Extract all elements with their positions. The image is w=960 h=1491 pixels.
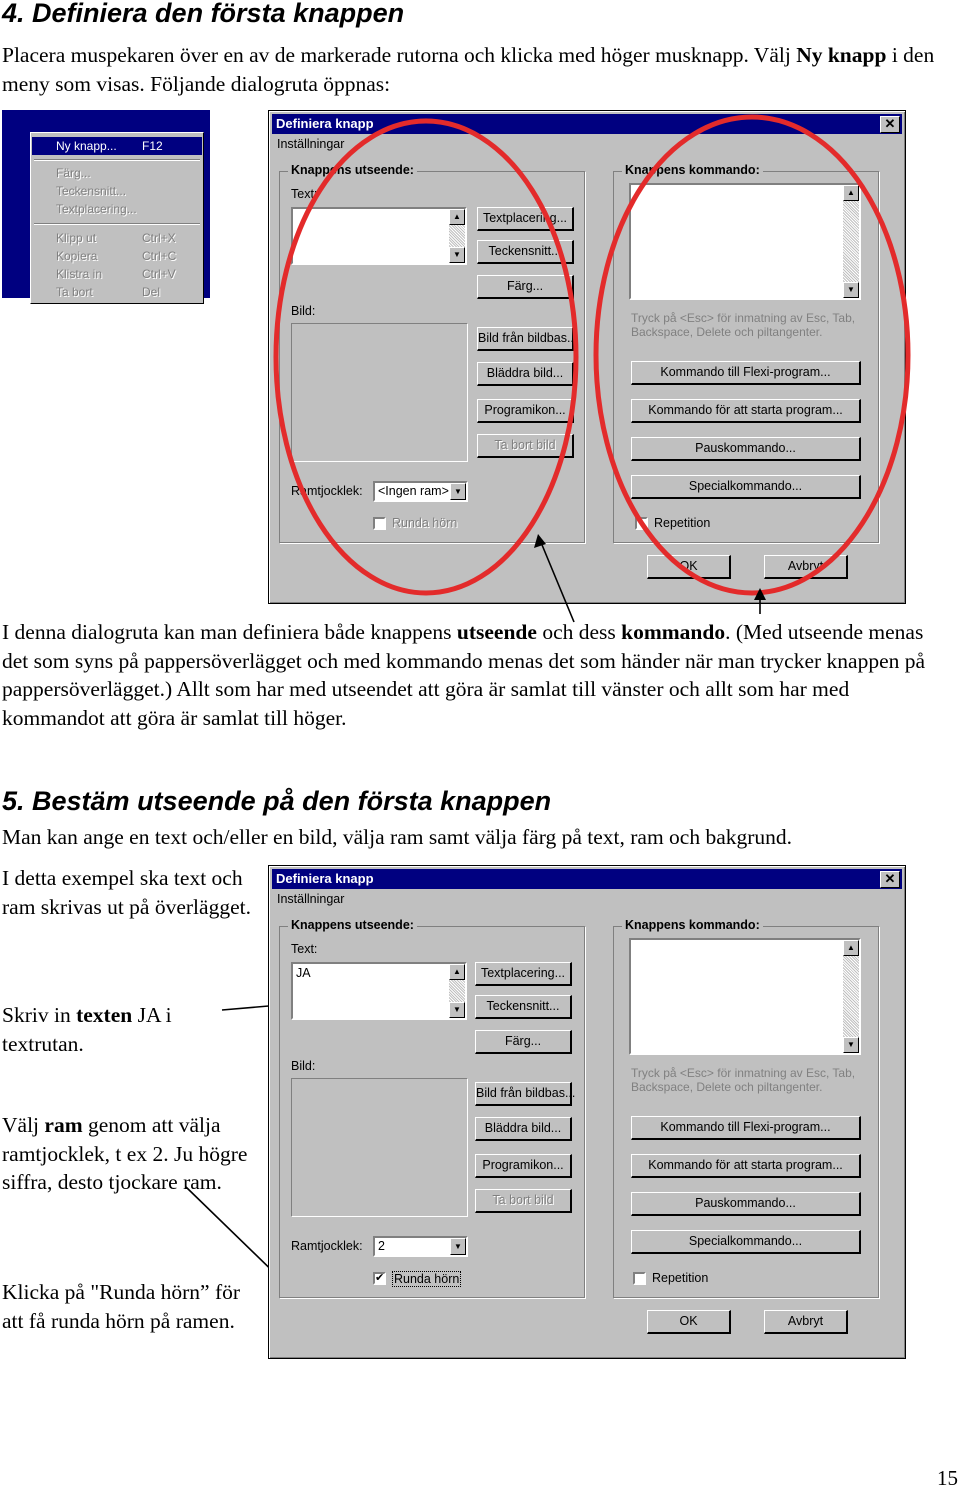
repetition-label: Repetition	[654, 516, 711, 530]
note-example: I detta exempel ska text och ram skrivas ut på överlägget.	[2, 866, 251, 919]
arrow-head	[534, 534, 546, 548]
scroll-up-icon[interactable]: ▲	[449, 209, 465, 225]
appearance-group-label: Knappens utseende:	[288, 918, 417, 932]
browse-image-button[interactable]: Bläddra bild...	[475, 1117, 572, 1141]
bold-text: ram	[44, 1113, 83, 1137]
bold-text: Ny knapp	[796, 43, 887, 67]
frame-thickness-value: 2	[378, 1239, 385, 1253]
image-preview	[291, 1078, 468, 1217]
flexi-command-button[interactable]: Kommando till Flexi-program...	[631, 1116, 861, 1140]
start-program-command-button[interactable]: Kommando för att starta program...	[631, 399, 861, 423]
text: i den meny som visas. Följande dialogruta öppnas:	[2, 43, 935, 96]
menu-item-copy[interactable]: Kopiera Ctrl+C	[56, 249, 177, 263]
remove-image-button[interactable]: Ta bort bild	[475, 1189, 572, 1213]
remove-image-button[interactable]: Ta bort bild	[477, 434, 574, 458]
note-choose-frame	[2, 1111, 260, 1197]
scroll-down-icon[interactable]: ▼	[449, 1002, 465, 1018]
repetition-label: Repetition	[652, 1271, 709, 1285]
close-icon[interactable]: ✕	[880, 116, 900, 133]
scroll-up-icon[interactable]: ▲	[843, 940, 859, 956]
scroll-up-icon[interactable]: ▲	[843, 185, 859, 201]
text: Välj	[2, 1113, 45, 1137]
font-button[interactable]: Teckensnitt...	[477, 240, 574, 264]
text: Skriv in	[2, 1003, 77, 1027]
section4-description	[2, 618, 952, 732]
section-heading-5: 5. Bestäm utseende på den första knappen	[2, 786, 552, 816]
text: I denna dialogruta kan man definiera både knappens	[2, 620, 457, 644]
ok-button[interactable]: OK	[647, 1310, 731, 1334]
text-scrollbar[interactable]	[449, 964, 465, 1018]
text-placement-button[interactable]: Textplacering...	[477, 207, 574, 231]
frame-thickness-label: Ramtjocklek:	[291, 484, 363, 498]
frame-thickness-value: <Ingen ram>	[378, 484, 449, 498]
appearance-highlight-ellipse	[276, 121, 576, 593]
scroll-down-icon[interactable]: ▼	[449, 247, 465, 263]
close-icon[interactable]: ✕	[880, 871, 900, 888]
text: Placera muspekaren över en av de markerade rutorna och klicka med höger musknapp. Välj	[2, 43, 797, 67]
program-icon-button[interactable]: Programikon...	[475, 1154, 572, 1178]
frame-thickness-select[interactable]	[373, 1236, 468, 1257]
command-highlight-ellipse	[596, 117, 908, 593]
esc-hint-text: Tryck på <Esc> för inmatning av Esc, Tab, Backspace, Delete och piltangenter.	[631, 311, 856, 339]
text-label: Text:	[291, 187, 318, 201]
round-corners-label: Runda hörn	[392, 516, 458, 530]
command-group-label: Knappens kommando:	[622, 918, 763, 932]
menu-settings[interactable]: Inställningar	[277, 892, 345, 906]
text: . (Med utseende menas det som syns på pappersöverlägget och med kommando menas det som händer när man trycker knappen på pappersöverlägget.) Allt som har med utseendet att göra är samlat till vänster och allt som har med kommandot att göra är samlat till höger.	[2, 620, 926, 730]
frame-thickness-label: Ramtjocklek:	[291, 1239, 363, 1253]
pause-command-button[interactable]: Pauskommando...	[631, 437, 861, 461]
define-button-dialog-2	[268, 865, 906, 1359]
pause-command-button[interactable]: Pauskommando...	[631, 1192, 861, 1216]
round-corners-checkbox[interactable]: ✔	[375, 1272, 385, 1284]
command-input[interactable]	[629, 938, 861, 1055]
chevron-down-icon[interactable]: ▼	[450, 1238, 466, 1255]
program-icon-button[interactable]: Programikon...	[477, 399, 574, 423]
section-heading-4: 4. Definiera den första knappen	[2, 0, 405, 28]
text-placement-button[interactable]: Textplacering...	[475, 962, 572, 986]
page-number: 15	[937, 1466, 958, 1490]
bold-text: utseende	[456, 620, 537, 644]
menu-item-text-placement[interactable]: Textplacering...	[56, 202, 137, 216]
note-enter-text	[2, 1001, 232, 1058]
menu-item-cut[interactable]: Klipp ut Ctrl+X	[56, 231, 176, 245]
esc-hint-text: Tryck på <Esc> för inmatning av Esc, Tab, Backspace, Delete och piltangenter.	[631, 1066, 856, 1094]
command-group-label: Knappens kommando:	[622, 163, 763, 177]
section5-intro: Man kan ange en text och/eller en bild, välja ram samt välja färg på text, ram och bakgrund.	[2, 825, 793, 849]
flexi-command-button[interactable]: Kommando till Flexi-program...	[631, 361, 861, 385]
dialog-title: Definiera knapp	[276, 871, 374, 886]
special-command-button[interactable]: Specialkommando...	[631, 475, 861, 499]
menu-item-color[interactable]: Färg...	[56, 166, 91, 180]
cancel-button[interactable]: Avbryt	[764, 555, 848, 579]
text: JA i textrutan.	[2, 1003, 172, 1056]
round-corners-label: Runda hörn	[394, 1272, 460, 1286]
menu-item-new-button[interactable]: Ny knapp... F12	[32, 137, 202, 155]
color-button[interactable]: Färg...	[475, 1030, 572, 1054]
text: och dess	[536, 620, 622, 644]
text: genom att välja ramtjocklek, t ex 2. Ju högre siffra, desto tjockare ram.	[2, 1113, 248, 1194]
text-label: Text:	[291, 942, 318, 956]
repetition-checkbox[interactable]	[633, 1272, 646, 1285]
color-button[interactable]: Färg...	[477, 275, 574, 299]
appearance-group-label: Knappens utseende:	[288, 163, 417, 177]
chevron-down-icon[interactable]: ▼	[450, 483, 466, 500]
note-round-corners: Klicka på "Runda hörn” för att få runda hörn på ramen.	[2, 1280, 241, 1333]
scroll-down-icon[interactable]: ▼	[843, 1037, 859, 1053]
special-command-button[interactable]: Specialkommando...	[631, 1230, 861, 1254]
dialog-title-bar	[272, 869, 902, 889]
image-from-database-button[interactable]: Bild från bildbas...	[475, 1082, 572, 1106]
arrow-to-appearance	[540, 540, 574, 622]
command-scrollbar[interactable]	[843, 940, 859, 1053]
start-program-command-button[interactable]: Kommando för att starta program...	[631, 1154, 861, 1178]
text-input[interactable]: JA	[291, 962, 467, 1020]
scroll-up-icon[interactable]: ▲	[449, 964, 465, 980]
image-label: Bild:	[291, 1059, 316, 1073]
browse-image-button[interactable]: Bläddra bild...	[477, 362, 574, 386]
bold-text: texten	[76, 1003, 133, 1027]
cancel-button[interactable]: Avbryt	[764, 1310, 848, 1334]
menu-item-delete[interactable]: Ta bort Del	[56, 285, 161, 299]
scroll-down-icon[interactable]: ▼	[843, 282, 859, 298]
menu-item-paste[interactable]: Klistra in Ctrl+V	[56, 267, 176, 281]
menu-settings[interactable]: Inställningar	[277, 137, 345, 151]
dialog-title: Definiera knapp	[276, 116, 374, 131]
menu-item-font[interactable]: Teckensnitt...	[56, 184, 127, 198]
image-label: Bild:	[291, 304, 316, 318]
bold-text: kommando	[621, 620, 726, 644]
image-from-database-button[interactable]: Bild från bildbas...	[477, 327, 574, 351]
font-button[interactable]: Teckensnitt...	[475, 995, 572, 1019]
ok-button[interactable]: OK	[647, 555, 731, 579]
